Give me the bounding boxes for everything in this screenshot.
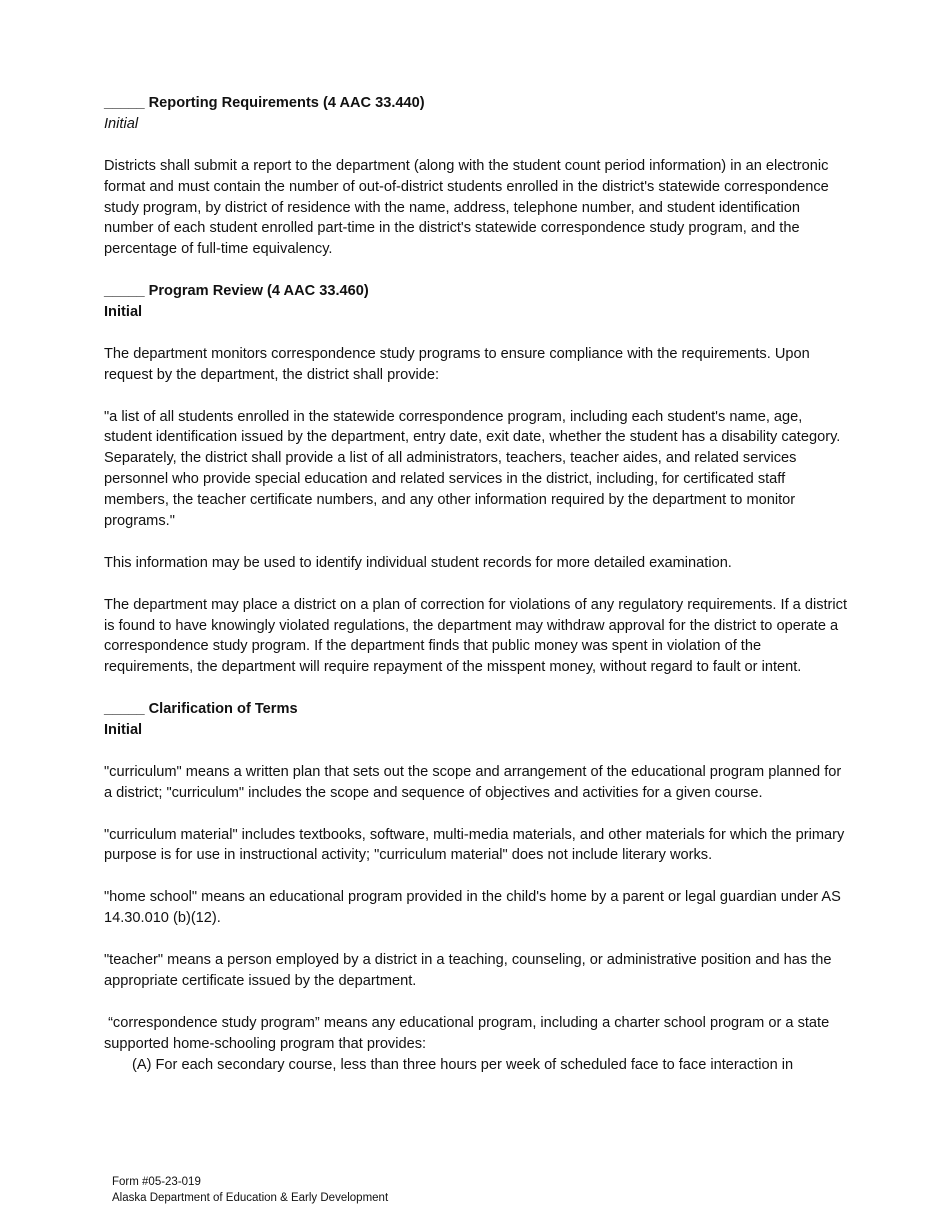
clarification-heading: _____ Clarification of Terms (104, 701, 298, 718)
definition-curriculum: "curriculum" means a written plan that sets out the scope and arrangement of the educational program planned for a district; "curriculum" includes the scope and sequence of objectives and activities for a given course. (104, 763, 842, 801)
reporting-body: Districts shall submit a report to the department (along with the student count period information) in an electronic format and must contain the number of out-of-district students enrolled in the district's statewide correspondence study program, by district of residence with the name, address, telephone number, and student identification number of each student enrolled part-time in the district's statewide correspondence study program, and the percentage of full-time equivalency. (104, 157, 829, 258)
reporting-section (104, 93, 850, 135)
clarification-section (104, 699, 850, 741)
program-review-p1: The department monitors correspondence study programs to ensure compliance with the requirements. Upon request by the department, the district shall provide: (104, 345, 810, 383)
definition-teacher: "teacher" means a person employed by a district in a teaching, counseling, or administrative position and has the appropriate certificate issued by the department. (104, 951, 832, 989)
program-review-heading: _____ Program Review (4 AAC 33.460) (104, 283, 369, 300)
page-footer (112, 1174, 388, 1206)
definition-correspondence: “correspondence study program” means any educational program, including a charter school program or a state supported home-schooling program that provides: (104, 1014, 834, 1052)
reporting-heading: _____ Reporting Requirements (4 AAC 33.440) (104, 95, 425, 111)
footer-form-number: Form #05-23-019 (112, 1176, 201, 1188)
program-review-section (104, 281, 850, 323)
document-content (104, 93, 850, 1075)
program-review-p4: The department may place a district on a plan of correction for violations of any regulatory requirements. If a district is found to have knowingly violated regulations, the department may withdraw approval for the district to operate a correspondence study program. If the department finds that public money was spent in violation of the requirements, the department will require repayment of the misspent money, without regard to fault or intent. (104, 596, 848, 676)
definition-item-a: (A) For each secondary course, less than three hours per week of scheduled face to face interaction in (132, 1056, 794, 1073)
definition-home-school: "home school" means an educational program provided in the child's home by a parent or legal guardian under AS 14.30.010 (b)(12). (104, 889, 841, 927)
clarification-initial: Initial (104, 722, 143, 739)
program-review-initial: Initial (104, 304, 143, 321)
footer-agency: Alaska Department of Education & Early Development (112, 1192, 389, 1204)
reporting-initial: Initial (104, 115, 139, 132)
definition-curriculum-material: "curriculum material" includes textbooks, software, multi-media materials, and other materials for which the primary purpose is for use in instructional activity; "curriculum material" does not include literary works. (104, 826, 845, 864)
program-review-p3: This information may be used to identify individual student records for more detailed examination. (104, 554, 732, 571)
program-review-quote: "a list of all students enrolled in the statewide correspondence program, including each student's name, age, student identification issued by the department, entry date, exit date, whether the student has a disability category. Separately, the district shall provide a list of all administrators, teachers, teacher aides, and related services personnel who provide special education and related services in the district, including, for certificated staff members, the teacher certificate numbers, and any other information required by the department to monitor programs." (104, 408, 841, 530)
